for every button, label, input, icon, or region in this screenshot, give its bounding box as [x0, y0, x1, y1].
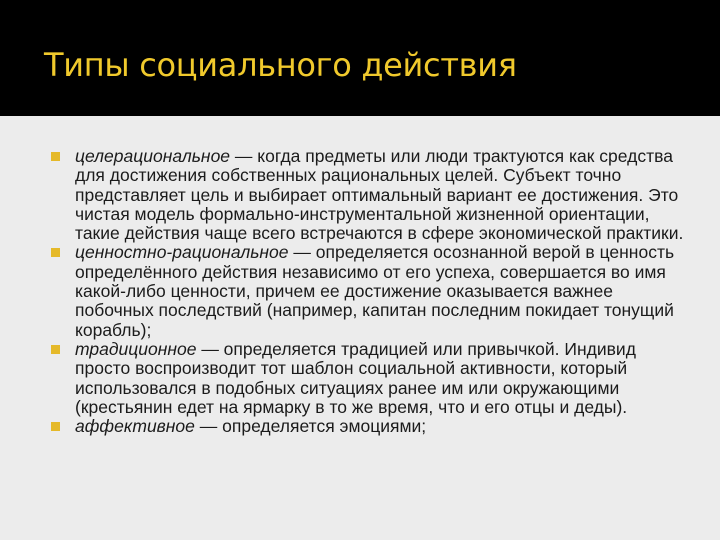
bullet-term: традиционное: [75, 338, 197, 359]
square-bullet-icon: [51, 152, 60, 161]
square-bullet-icon: [51, 345, 60, 354]
bullet-text: — определяется эмоциями;: [194, 416, 427, 437]
bullet-list: [0, 147, 720, 436]
bullet-item: [0, 243, 720, 339]
bullet-term: ценностно-рациональное: [75, 242, 289, 263]
bullet-item: [0, 147, 720, 243]
slide-content: [0, 116, 720, 540]
bullet-term: целерациональное: [75, 146, 231, 166]
bullet-item: [0, 340, 720, 417]
square-bullet-icon: [51, 422, 60, 431]
slide-title: Типы социального действия: [44, 46, 517, 84]
title-bar: [0, 0, 720, 116]
bullet-text: — когда предметы или люди трактуются как средства для достижения собственных рациональных целей. Субъект точно представляет цель и выбирает оптимальный вариант ее достижения. Это чистая модель формально-инструментальной жизненной ориентации, такие действия чаще всего встречаются в сфере экономической практики.: [75, 146, 684, 244]
bullet-term: аффективное: [75, 416, 195, 437]
bullet-text: — определяется традицией или привычкой. Индивид просто воспроизводит тот шаблон социальной активности, который использовался в подобных ситуациях ранее им или окружающими (крестьянин едет на ярмарку в то же время, что и его отцы и деды).: [75, 338, 636, 417]
bullet-text: — определяется осознанной верой в ценность определённого действия независимо от его успеха, совершается во имя какой-либо ценности, причем ее достижение оказывается важнее побочных последствий (например, капитан последним покидает тонущий корабль);: [75, 242, 675, 340]
bullet-item: [0, 417, 720, 436]
square-bullet-icon: [51, 248, 60, 257]
